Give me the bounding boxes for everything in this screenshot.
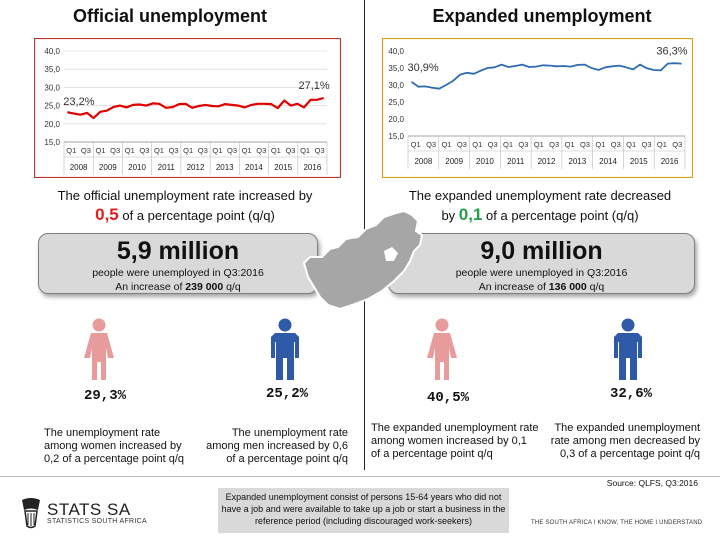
definition-text: Expanded unemployment consist of persons 15-64 years who did not have a job and were available to take up a job or start a business in the reference period (including discouraged work-seekers) [221, 492, 506, 526]
definition-box [218, 488, 509, 533]
expanded-card-increase: 136 000 [548, 281, 587, 293]
year-tick-label: 2013 [215, 163, 234, 172]
expanded-card-line1: people were unemployed in Q3:2016 [455, 267, 628, 279]
year-tick-label: 2012 [537, 157, 556, 166]
stats-sa-logo-text: STATS SA [47, 500, 131, 519]
year-tick-label: 2009 [98, 163, 117, 172]
year-tick-label: 2011 [507, 157, 525, 166]
quarter-tick-label: Q1 [153, 146, 164, 155]
year-tick-label: 2016 [660, 157, 679, 166]
year-tick-label: 2008 [69, 163, 88, 172]
official-desc-line2: of a percentage point (q/q) [118, 208, 275, 223]
official-chart-box [34, 38, 341, 178]
quarter-tick-label: Q1 [503, 140, 514, 149]
year-tick-label: 2015 [274, 163, 293, 172]
official-change-value: 0,5 [95, 205, 119, 224]
quarter-tick-label: Q1 [95, 146, 106, 155]
expanded-chart [382, 38, 693, 178]
men-official-desc-2: among men increased by 0,6 [206, 440, 348, 452]
quarter-tick-label: Q3 [110, 146, 121, 155]
women-expanded-desc-1: The expanded unemployment rate [371, 422, 539, 434]
quarter-tick-label: Q1 [270, 146, 281, 155]
quarter-tick-label: Q1 [472, 140, 483, 149]
women-expanded-desc [371, 422, 551, 461]
y-tick-label: 25,0 [388, 98, 404, 107]
men-expanded-desc-3: 0,3 of a percentage point q/q [559, 448, 700, 460]
quarter-tick-label: Q1 [410, 140, 421, 149]
quarter-tick-label: Q1 [212, 146, 223, 155]
expanded-desc-line2: of a percentage point (q/q) [482, 208, 639, 223]
quarter-tick-label: Q1 [241, 146, 252, 155]
men-expanded-desc-1: The expanded unemployment [554, 422, 700, 434]
official-card-line1: people were unemployed in Q3:2016 [92, 267, 264, 279]
expanded-unemployed-total: 9,0 million [480, 237, 603, 265]
women-icon-right [422, 318, 462, 380]
y-tick-label: 25,0 [44, 101, 60, 111]
year-tick-label: 2014 [599, 157, 617, 166]
women-icon-left [79, 318, 119, 380]
quarter-tick-label: Q3 [285, 146, 296, 155]
quarter-tick-label: Q3 [197, 146, 208, 155]
women-official-desc-3: 0,2 of a percentage point q/q [44, 453, 185, 465]
quarter-tick-label: Q3 [227, 146, 238, 155]
tagline: THE SOUTH AFRICA I KNOW, THE HOME I UNDERSTAND [531, 520, 703, 526]
quarter-tick-label: Q3 [487, 140, 498, 149]
men-icon-right [612, 318, 644, 380]
official-summary-card [38, 233, 318, 294]
expanded-desc-prefix: by [441, 208, 459, 223]
quarter-tick-label: Q1 [124, 146, 135, 155]
official-desc-line1: The official unemployment rate increased by [57, 188, 313, 203]
quarter-tick-label: Q3 [168, 146, 179, 155]
expanded-change-value: 0,1 [458, 205, 483, 224]
year-tick-label: 2010 [476, 157, 494, 166]
stats-sa-logo-subtitle: STATISTICS SOUTH AFRICA [47, 518, 147, 525]
women-official-rate: 29,3% [83, 388, 126, 404]
year-tick-label: 2012 [186, 163, 205, 172]
quarter-tick-label: Q1 [656, 140, 667, 149]
last-value-label: 36,3% [656, 45, 688, 58]
official-card-increase: 239 000 [185, 281, 224, 293]
y-tick-label: 35,0 [44, 65, 60, 75]
expanded-card-suffix: q/q [586, 281, 605, 293]
men-official-rate: 25,2% [265, 386, 308, 402]
quarter-tick-label: Q1 [300, 146, 311, 155]
last-value-label: 27,1% [298, 79, 330, 92]
quarter-tick-label: Q3 [426, 140, 437, 149]
y-tick-label: 30,0 [388, 81, 404, 90]
quarter-tick-label: Q1 [564, 140, 575, 149]
men-expanded-desc [540, 422, 700, 461]
official-title: Official unemployment [72, 6, 268, 26]
source-note: Source: QLFS, Q3:2016 [606, 478, 698, 488]
official-description [30, 186, 340, 225]
men-expanded-rate: 32,6% [609, 386, 652, 402]
women-official-desc [44, 427, 204, 466]
official-card-prefix: An increase of [115, 281, 186, 293]
quarter-tick-label: Q3 [549, 140, 560, 149]
year-tick-label: 2009 [445, 157, 464, 166]
quarter-tick-label: Q3 [672, 140, 683, 149]
year-tick-label: 2013 [568, 157, 587, 166]
women-expanded-desc-3: of a percentage point q/q [371, 448, 493, 460]
quarter-tick-label: Q1 [595, 140, 606, 149]
y-tick-label: 15,0 [388, 132, 404, 141]
year-tick-label: 2010 [128, 163, 146, 172]
y-tick-label: 40,0 [388, 47, 404, 56]
women-expanded-rate: 40,5% [426, 390, 469, 406]
quarter-tick-label: Q3 [518, 140, 529, 149]
quarter-tick-label: Q1 [626, 140, 637, 149]
men-official-desc [196, 427, 348, 466]
quarter-tick-label: Q1 [441, 140, 452, 149]
men-official-desc-3: of a percentage point q/q [226, 453, 348, 465]
quarter-tick-label: Q3 [579, 140, 590, 149]
expanded-chart-box [382, 38, 693, 178]
y-tick-label: 35,0 [388, 64, 404, 73]
women-expanded-desc-2: among women increased by 0,1 [371, 435, 527, 447]
quarter-tick-label: Q3 [314, 146, 325, 155]
first-value-label: 23,2% [63, 96, 95, 109]
footer-rule [0, 476, 720, 477]
quarter-tick-label: Q3 [139, 146, 150, 155]
quarter-tick-label: Q3 [256, 146, 267, 155]
y-tick-label: 30,0 [44, 83, 60, 93]
women-official-desc-1: The unemployment rate [44, 427, 161, 439]
official-chart [34, 38, 341, 178]
y-tick-label: 40,0 [44, 47, 60, 56]
south-africa-map-icon [300, 205, 435, 317]
stats-sa-logo-icon [18, 496, 44, 530]
year-tick-label: 2008 [414, 157, 433, 166]
quarter-tick-label: Q3 [456, 140, 467, 149]
official-unemployed-total: 5,9 million [116, 237, 240, 265]
expanded-desc-line1: The expanded unemployment rate decreased [408, 188, 672, 203]
men-official-desc-1: The unemployment rate [231, 427, 348, 439]
y-tick-label: 20,0 [388, 115, 404, 124]
quarter-tick-label: Q3 [80, 146, 91, 155]
first-value-label: 30,9% [407, 61, 439, 74]
quarter-tick-label: Q3 [641, 140, 652, 149]
men-icon-left [269, 318, 301, 380]
y-tick-label: 15,0 [44, 138, 60, 147]
year-tick-label: 2016 [303, 163, 322, 172]
quarter-tick-label: Q1 [533, 140, 544, 149]
expanded-title: Expanded unemployment [432, 6, 652, 26]
official-card-suffix: q/q [223, 281, 241, 293]
men-expanded-desc-2: rate among men decreased by [550, 435, 700, 447]
year-tick-label: 2015 [629, 157, 648, 166]
quarter-tick-label: Q1 [66, 146, 77, 155]
women-official-desc-2: among women increased by [44, 440, 182, 452]
expanded-card-prefix: An increase of [478, 281, 549, 293]
quarter-tick-label: Q3 [610, 140, 621, 149]
y-tick-label: 20,0 [44, 119, 60, 129]
year-tick-label: 2011 [157, 163, 175, 172]
year-tick-label: 2014 [245, 163, 263, 172]
quarter-tick-label: Q1 [183, 146, 194, 155]
